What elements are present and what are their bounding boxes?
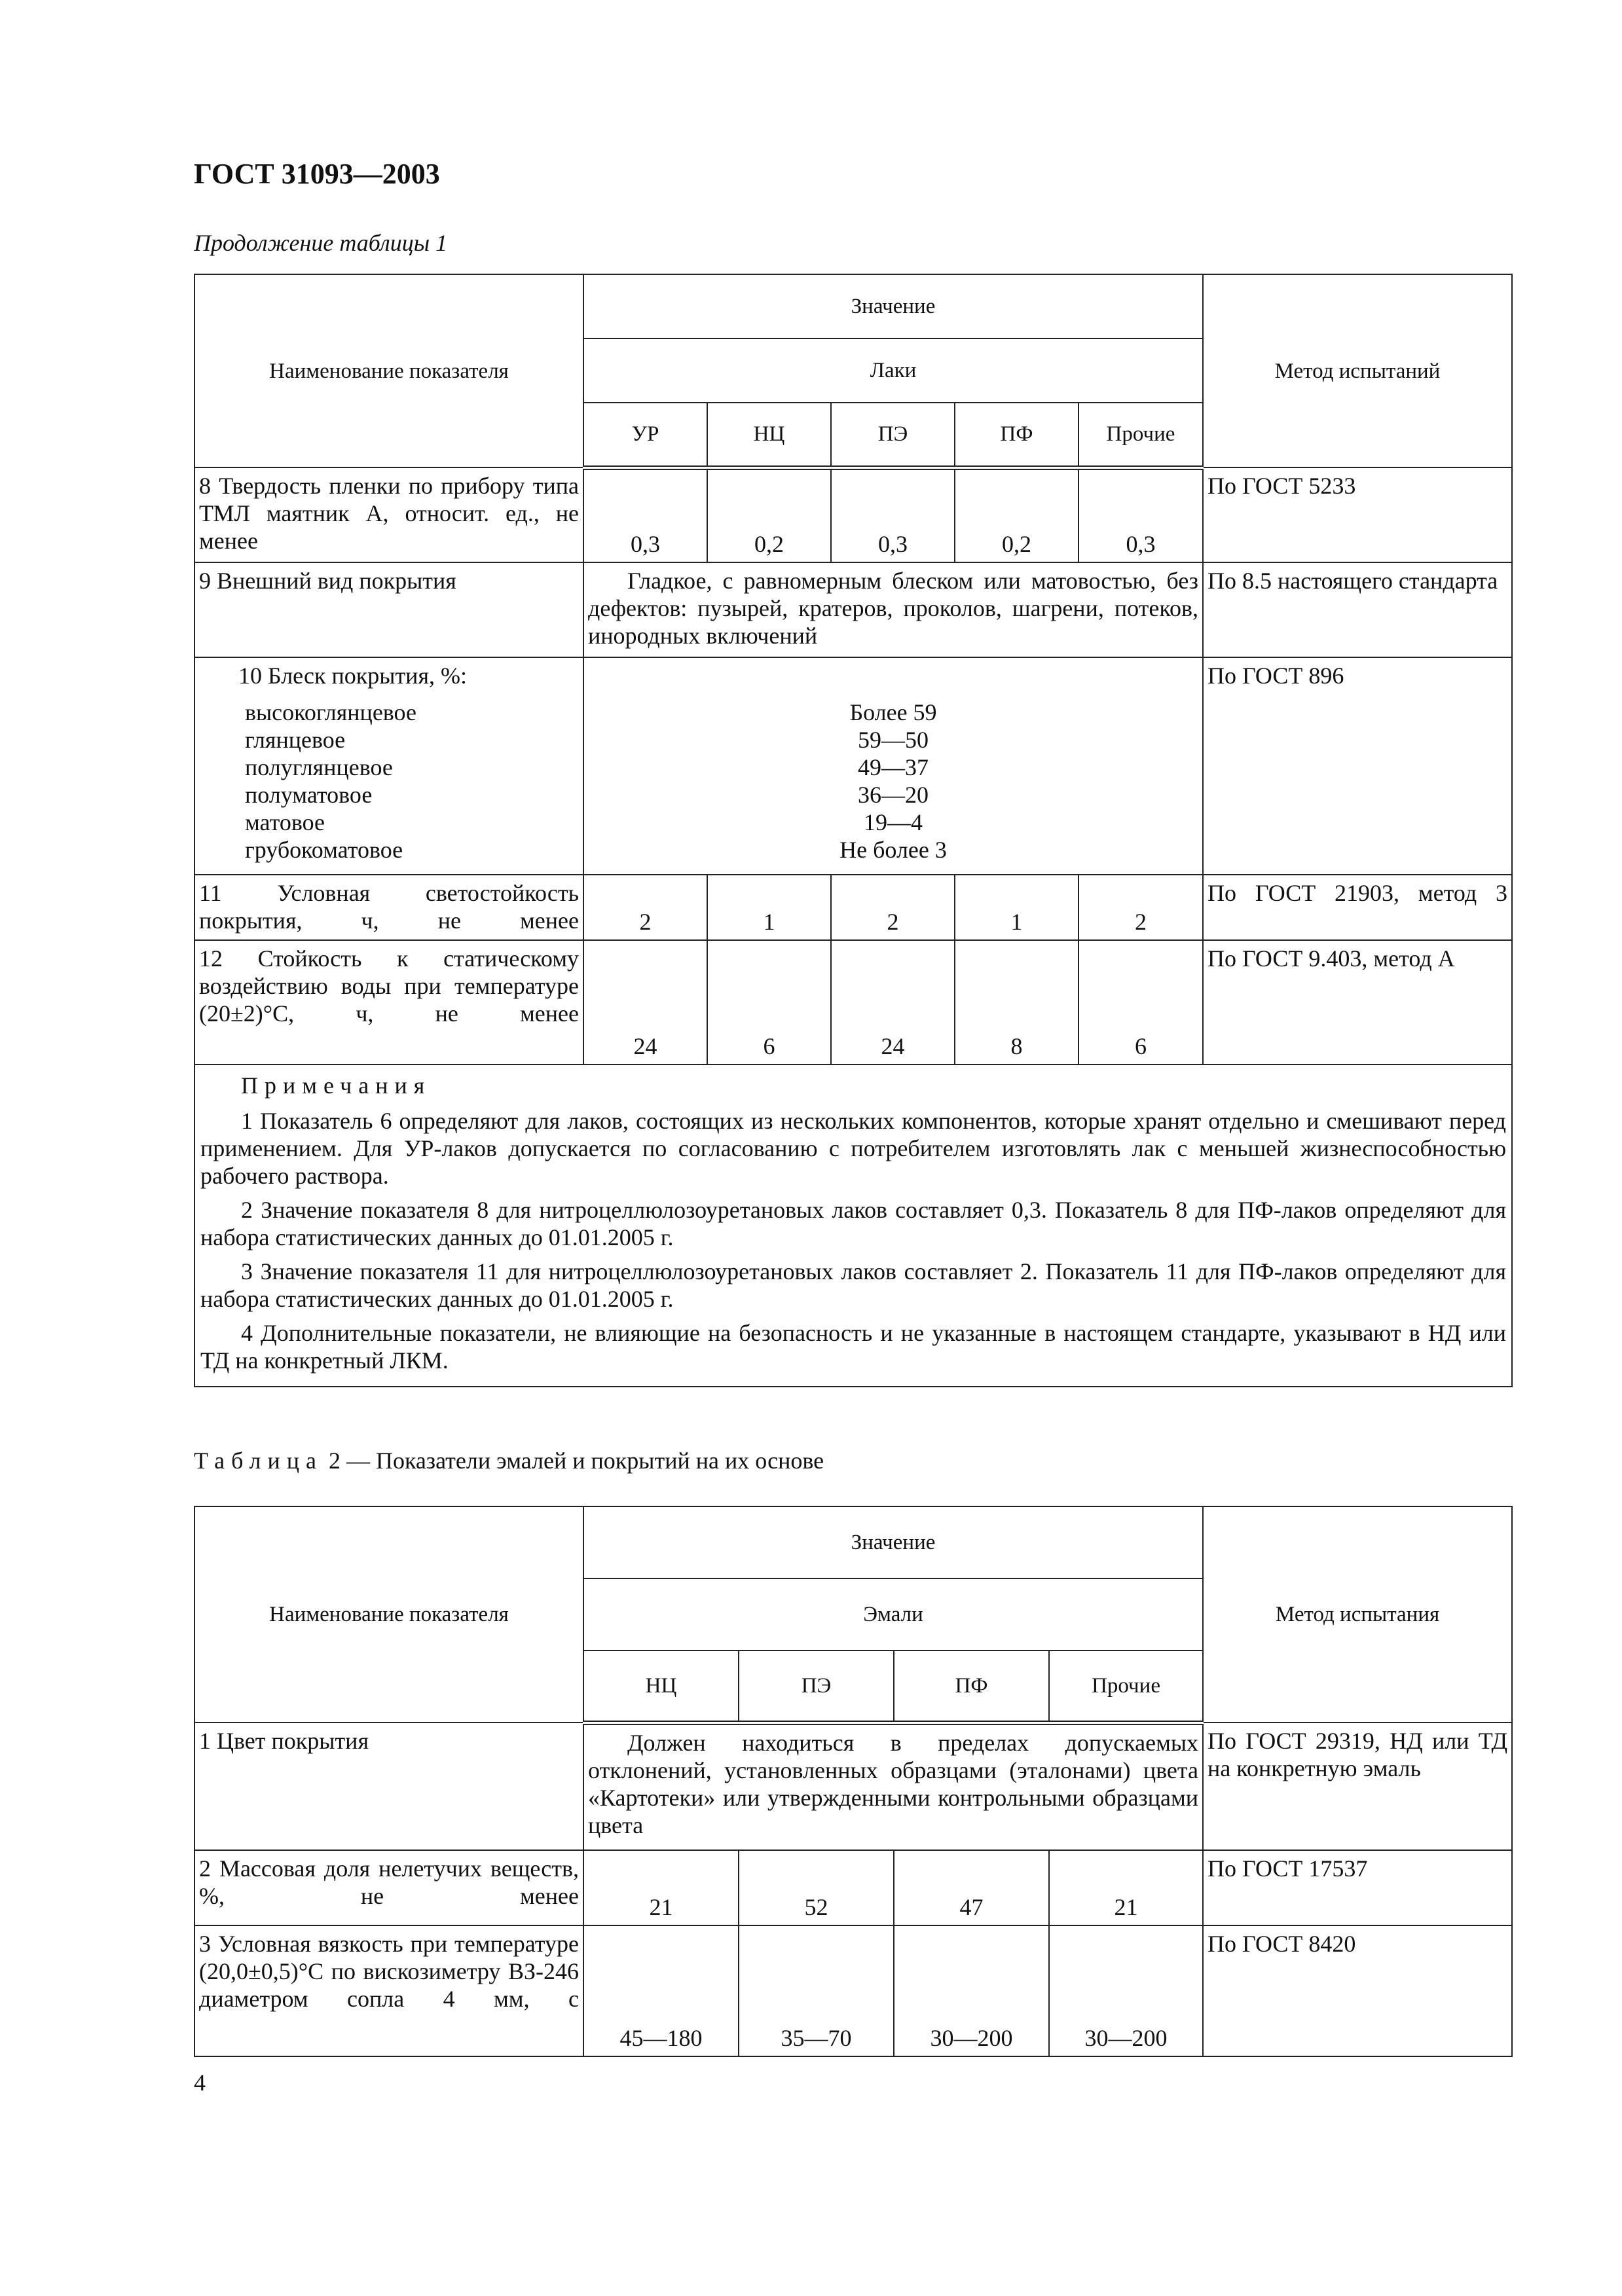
row-value: 35—70 [739,1925,894,2056]
table-row [194,467,1512,562]
t2-header-name: Наименование показателя [194,1506,583,1722]
table1-notes [194,1065,1512,1387]
row-value: 0,2 [707,467,831,562]
row-name: 1 Цвет покрытия [194,1722,583,1850]
page-number: 4 [194,2069,206,2096]
t1-col-header: ПЭ [831,403,955,467]
row-method: По ГОСТ 896 [1203,657,1512,875]
note: 3 Значение показателя 11 для нитроцеллюлозоуретановых лаков составляет 2. Показатель 11 для ПФ-лаков определяют для набора статистических данных до 01.01.2005 г. [200,1258,1506,1312]
row-name: 3 Условная вязкость при температуре (20,0±0,5)°С по вискозиметру ВЗ-246 диаметром сопла 4 мм, с [194,1925,583,2056]
table-row [194,657,1512,875]
row-merged-value: Гладкое, с равномерным блеском или матовостью, без дефектов: пузырей, кратеров, проколов, шагрени, потеков, инородных включений [583,562,1203,657]
t2-col-header: Прочие [1049,1650,1203,1722]
document-id: ГОСТ 31093—2003 [194,158,440,190]
row-name: 10 Блеск покрытия, %: [238,663,467,689]
table-row [194,875,1512,940]
subitem: глянцевое [245,727,346,753]
row-name-cell [194,657,583,875]
row-value: 24 [831,940,955,1065]
t1-header-method: Метод испытаний [1203,274,1512,467]
row-value: 30—200 [1049,1925,1203,2056]
notes-title: Примечания [241,1072,432,1099]
row-value: 8 [955,940,1078,1065]
note: 1 Показатель 6 определяют для лаков, состоящих из нескольких компонентов, которые хранят отдельно и смешивают перед применением. Для УР-лаков допускается по согласованию с потребителем изготовлять лак с меньшей жизнеспособностью рабочего раствора. [200,1108,1506,1189]
row-value: 47 [894,1850,1049,1925]
row-value: 6 [1078,940,1203,1065]
table2-caption [194,1447,824,1474]
row-method: По ГОСТ 17537 [1203,1850,1512,1925]
t2-header-group: Эмали [583,1578,1203,1650]
subitem: полуматовое [245,782,373,808]
row-name: 2 Массовая доля нелетучих веществ, %, не менее [194,1850,583,1925]
t2-col-header: ПФ [894,1650,1049,1722]
row-method: По ГОСТ 21903, метод 3 [1203,875,1512,940]
row-value: 21 [583,1850,739,1925]
row-name: 12 Стойкость к статическому воздействию воды при температуре (20±2)°С, ч, не менее [194,940,583,1065]
table-row [194,1925,1512,2056]
table1 [194,274,1513,1387]
row-merged-value: Должен находиться в пределах допускаемых отклонений, установленных образцами (эталонами) цвета «Картотеки» или утвержденными контрольными образцами цвета [583,1722,1203,1850]
table-notes-row [194,1065,1512,1387]
table2-caption-rest: 2 — Показатели эмалей и покрытий на их основе [322,1448,824,1474]
row-value: 52 [739,1850,894,1925]
row-method: По ГОСТ 9.403, метод А [1203,940,1512,1065]
row-subvalues-cell [583,657,1203,875]
row-value: 30—200 [894,1925,1049,2056]
t1-col-header: Прочие [1078,403,1203,467]
row-value: 6 [707,940,831,1065]
row-value: 24 [583,940,707,1065]
row-name: 11 Условная светостойкость покрытия, ч, не менее [194,875,583,940]
t2-col-header: ПЭ [739,1650,894,1722]
t1-header-group: Лаки [583,338,1203,403]
row-method: По ГОСТ 5233 [1203,467,1512,562]
table2 [194,1506,1513,2057]
t2-col-header: НЦ [583,1650,739,1722]
table-row [194,940,1512,1065]
subitem: полуглянцевое [245,754,393,780]
t2-header-value: Значение [583,1506,1203,1578]
note: 4 Дополнительные показатели, не влияющие на безопасность и не указанные в настоящем стандарте, указывают в НД или ТД на конкретный ЛКМ. [200,1320,1506,1374]
row-name: 9 Внешний вид покрытия [194,562,583,657]
t1-col-header: НЦ [707,403,831,467]
row-value: 0,2 [955,467,1078,562]
row-value: 1 [955,875,1078,940]
t1-col-header: ПФ [955,403,1078,467]
t1-col-header: УР [583,403,707,467]
row-value: 0,3 [1078,467,1203,562]
subitem: матовое [245,809,325,835]
row-value: 1 [707,875,831,940]
subvalue: 36—20 [858,782,929,808]
note: 2 Значение показателя 8 для нитроцеллюлозоуретановых лаков составляет 0,3. Показатель 8 для ПФ-лаков определяют для набора статистических данных до 01.01.2005 г. [200,1197,1506,1250]
row-method: По 8.5 настоящего стандарта [1203,562,1512,657]
row-value: 2 [1078,875,1203,940]
row-value: 2 [831,875,955,940]
row-method: По ГОСТ 29319, НД или ТД на конкретную эмаль [1203,1722,1512,1850]
table2-caption-word: Таблица [194,1448,323,1474]
subvalue: 49—37 [858,754,929,780]
t1-header-name: Наименование показателя [194,274,583,467]
row-value: 45—180 [583,1925,739,2056]
row-value: 0,3 [831,467,955,562]
table-row [194,562,1512,657]
t1-header-value: Значение [583,274,1203,338]
row-value: 21 [1049,1850,1203,1925]
row-value: 0,3 [583,467,707,562]
table-row [194,1722,1512,1850]
subvalue: Более 59 [849,699,937,725]
subvalue: Не более 3 [839,837,947,863]
subvalue: 19—4 [864,809,923,835]
subitem: грубокоматовое [245,837,403,863]
t2-header-method: Метод испытания [1203,1506,1512,1722]
subvalue: 59—50 [858,727,929,753]
row-value: 2 [583,875,707,940]
row-method: По ГОСТ 8420 [1203,1925,1512,2056]
row-name: 8 Твердость пленки по прибору типа ТМЛ маятник А, относит. ед., не менее [194,467,583,562]
table-row [194,1850,1512,1925]
subitem: высокоглянцевое [245,699,416,725]
table1-caption: Продолжение таблицы 1 [194,230,448,256]
